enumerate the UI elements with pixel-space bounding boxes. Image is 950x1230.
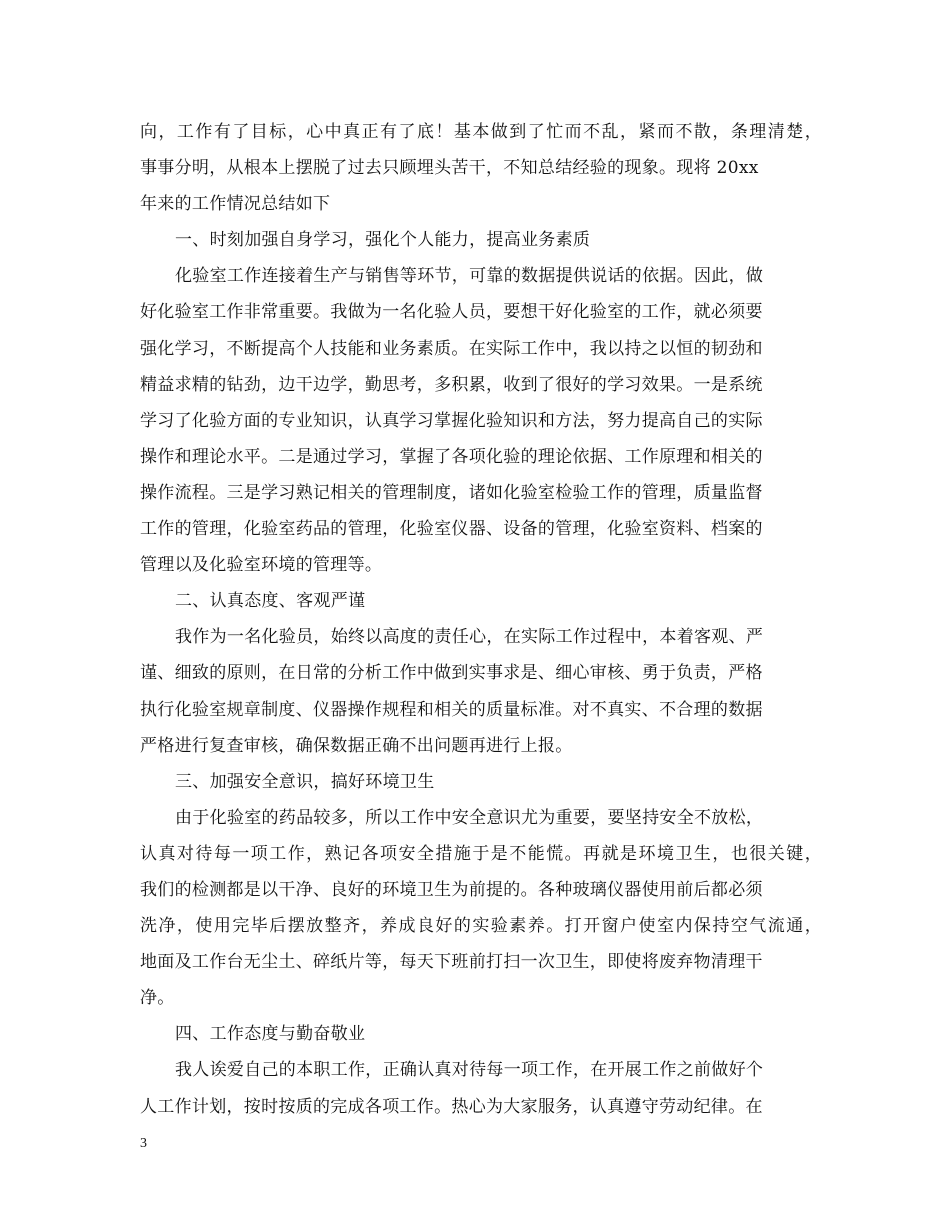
text-line: 我人诶爱自己的本职工作，正确认真对待每一项工作，在开展工作之前做好个 — [175, 1060, 764, 1081]
text-line: 精益求精的钻劲，边干边学，勤思考，多积累，收到了很好的学习效果。一是系统 — [140, 374, 763, 395]
text-line: 学习了化验方面的专业知识，认真学习掌握化验知识和方法，努力提高自己的实际 — [140, 410, 763, 431]
text-line: 地面及工作台无尘土、碎纸片等，每天下班前打扫一次卫生，即使将废弃物清理干 — [140, 952, 763, 973]
text-line: 事事分明，从根本上摆脱了过去只顾埋头苦干，不知总结经验的现象。现将 20xx — [140, 158, 759, 179]
text-line: 化验室工作连接着生产与销售等环节，可靠的数据提供说话的依据。因此，做 — [175, 266, 764, 287]
text-line: 我作为一名化验员，始终以高度的责任心，在实际工作过程中，本着客观、严 — [175, 627, 764, 648]
text-line: 谨、细致的原则，在日常的分析工作中做到实事求是、细心审核、勇于负责，严格 — [140, 663, 763, 684]
text-line: 管理以及化验室环境的管理等。 — [140, 555, 383, 576]
text-line: 由于化验室的药品较多，所以工作中安全意识尤为重要，要坚持安全不放松， — [175, 807, 764, 828]
text-line: 年来的工作情况总结如下 — [140, 194, 331, 215]
section-heading-3: 三、加强安全意识，搞好环境卫生 — [175, 771, 435, 792]
page-number: 3 — [140, 1136, 147, 1151]
text-line: 认真对待每一项工作，熟记各项安全措施于是不能慌。再就是环境卫生，也很关键， — [140, 843, 822, 864]
text-line: 执行化验室规章制度、仪器操作规程和相关的质量标准。对不真实、不合理的数据 — [140, 699, 763, 720]
text-line: 工作的管理，化验室药品的管理，化验室仪器、设备的管理，化验室资料、档案的 — [140, 519, 763, 540]
text-line: 我们的检测都是以干净、良好的环境卫生为前提的。各种玻璃仪器使用前后都必须 — [140, 879, 763, 900]
text-line: 强化学习，不断提高个人技能和业务素质。在实际工作中，我以持之以恒的韧劲和 — [140, 338, 763, 359]
section-heading-2: 二、认真态度、客观严谨 — [175, 591, 366, 612]
section-heading-4: 四、工作态度与勤奋敬业 — [175, 1024, 366, 1045]
text-line: 净。 — [140, 988, 175, 1009]
document-body — [140, 114, 822, 1125]
text-line: 向，工作有了目标，心中真正有了底！基本做到了忙而不乱，紧而不散，条理清楚， — [140, 122, 822, 142]
text-line: 操作和理论水平。二是通过学习，掌握了各项化验的理论依据、工作原理和相关的 — [140, 446, 763, 467]
text-line: 操作流程。三是学习熟记相关的管理制度，诸如化验室检验工作的管理，质量监督 — [140, 482, 763, 503]
text-line: 洗净，使用完毕后摆放整齐，养成良好的实验素养。打开窗户使室内保持空气流通， — [140, 916, 822, 937]
section-heading-1: 一、时刻加强自身学习，强化个人能力，提高业务素质 — [175, 230, 591, 251]
text-line: 严格进行复查审核，确保数据正确不出问题再进行上报。 — [140, 735, 573, 756]
text-line: 人工作计划，按时按质的完成各项工作。热心为大家服务，认真遵守劳动纪律。在 — [140, 1096, 763, 1117]
text-line: 好化验室工作非常重要。我做为一名化验人员，要想干好化验室的工作，就必须要 — [140, 302, 763, 323]
